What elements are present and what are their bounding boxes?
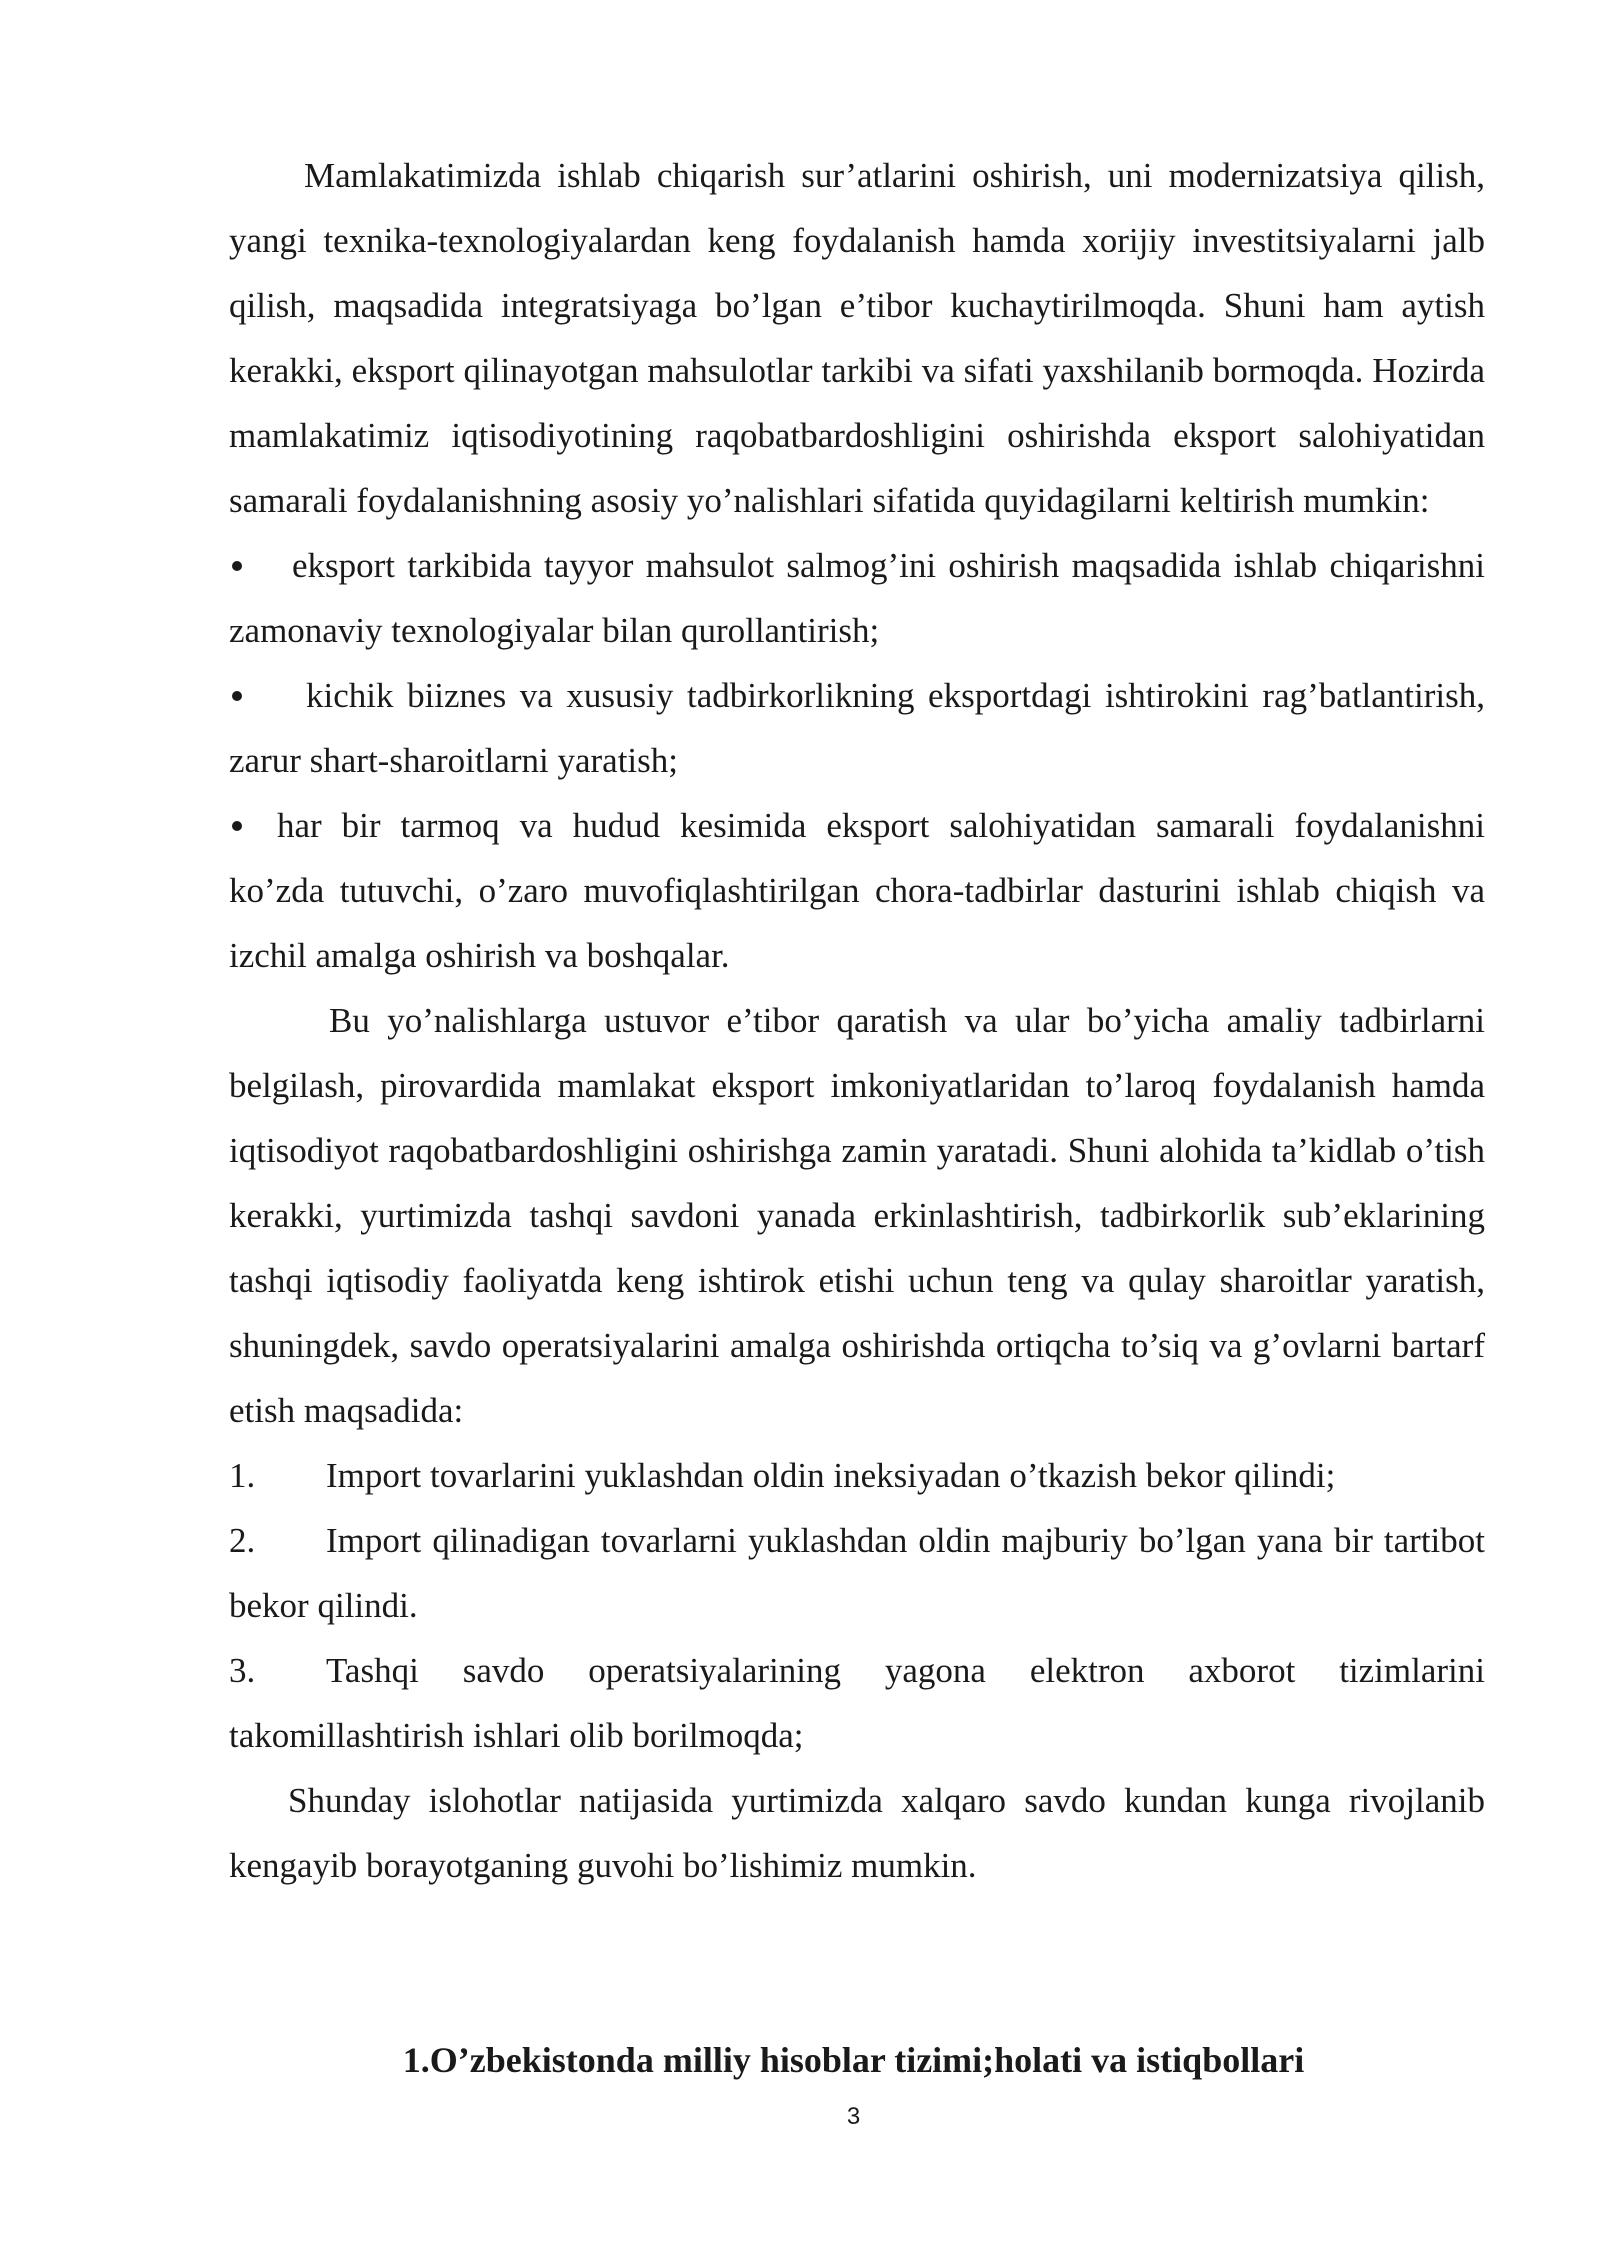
numbered-item-1 bbox=[229, 1443, 1485, 1508]
paragraph-conclusion: Shunday islohotlar natijasida yurtimizda xalqaro savdo kundan kunga rivojlanib kengayib borayotganing guvohi bo’lishimiz mumkin. bbox=[229, 1781, 1485, 1885]
document-body bbox=[229, 143, 1485, 1898]
page-number: 3 bbox=[846, 2103, 861, 2130]
bullet-dot-icon bbox=[232, 691, 242, 701]
bullet-text: har bir tarmoq va hudud kesimida eksport salohiyatidan samarali foydalanishni ko’zda tutuvchi, o’zaro muvofiqlashtirilgan chora-tadbirlar dasturini ishlab chiqish va izchil amalga oshirish va boshqalar. bbox=[229, 806, 1485, 975]
bullet-dot-icon bbox=[232, 561, 242, 571]
numbered-item-3 bbox=[229, 1638, 1485, 1768]
item-number: 3. bbox=[229, 1651, 256, 1690]
item-text: Import qilinadigan tovarlarni yuklashdan oldin majburiy bo’lgan yana bir tartibot bekor qilindi. bbox=[229, 1521, 1485, 1625]
paragraph-intro: Mamlakatimizda ishlab chiqarish sur’atlarini oshirish, uni modernizatsiya qilish, yangi texnika-texnologiyalardan keng foydalanish hamda xorijiy investitsiyalarni jalb qilish, maqsadida integratsiyaga bo’lgan e’tibor kuchaytirilmoqda. Shuni ham aytish kerakki, eksport qilinayotgan mahsulotlar tarkibi va sifati yaxshilanib bormoqda. Hozirda mamlakatimiz iqtisodiyotining raqobatbardoshligini oshirishda eksport salohiyatidan samarali foydalanishning asosiy yo’nalishlari sifatida quyidagilarni keltirish mumkin: bbox=[229, 156, 1485, 520]
bullet-text: eksport tarkibida tayyor mahsulot salmog’ini oshirish maqsadida ishlab chiqarishni zamonaviy texnologiyalar bilan qurollantirish; bbox=[229, 546, 1485, 650]
bullet-dot-icon bbox=[232, 821, 242, 831]
section-heading: 1.O’zbekistonda milliy hisoblar tizimi;holati va istiqbollari bbox=[402, 2040, 1305, 2080]
numbered-item-2 bbox=[229, 1508, 1485, 1638]
bullet-text: kichik biiznes va xususiy tadbirkorlikning eksportdagi ishtirokini rag’batlantirish, zarur shart-sharoitlarni yaratish; bbox=[229, 676, 1485, 780]
item-text: Import tovarlarini yuklashdan oldin ineksiyadan o’tkazish bekor qilindi; bbox=[326, 1456, 1336, 1495]
item-text: Tashqi savdo operatsiyalarining yagona elektron axborot tizimlarini takomillashtirish ishlari olib borilmoqda; bbox=[229, 1651, 1485, 1755]
paragraph-priorities: Bu yo’nalishlarga ustuvor e’tibor qaratish va ular bo’yicha amaliy tadbirlarni belgilash, pirovardida mamlakat eksport imkoniyatlaridan to’laroq foydalanish hamda iqtisodiyot raqobatbardoshligini oshirishga zamin yaratadi. Shuni alohida ta’kidlab o’tish kerakki, yurtimizda tashqi savdoni yanada erkinlashtirish, tadbirkorlik sub’eklarining tashqi iqtisodiy faoliyatda keng ishtirok etishi uchun teng va qulay sharoitlar yaratish, shuningdek, savdo operatsiyalarini amalga oshirishda ortiqcha to’siq va g’ovlarni bartarf etish maqsadida: bbox=[229, 1001, 1485, 1430]
item-number: 1. bbox=[229, 1456, 256, 1495]
bullet-item-1 bbox=[229, 533, 1485, 663]
item-number: 2. bbox=[229, 1521, 256, 1560]
bullet-item-3 bbox=[229, 793, 1485, 988]
bullet-item-2 bbox=[229, 663, 1485, 793]
